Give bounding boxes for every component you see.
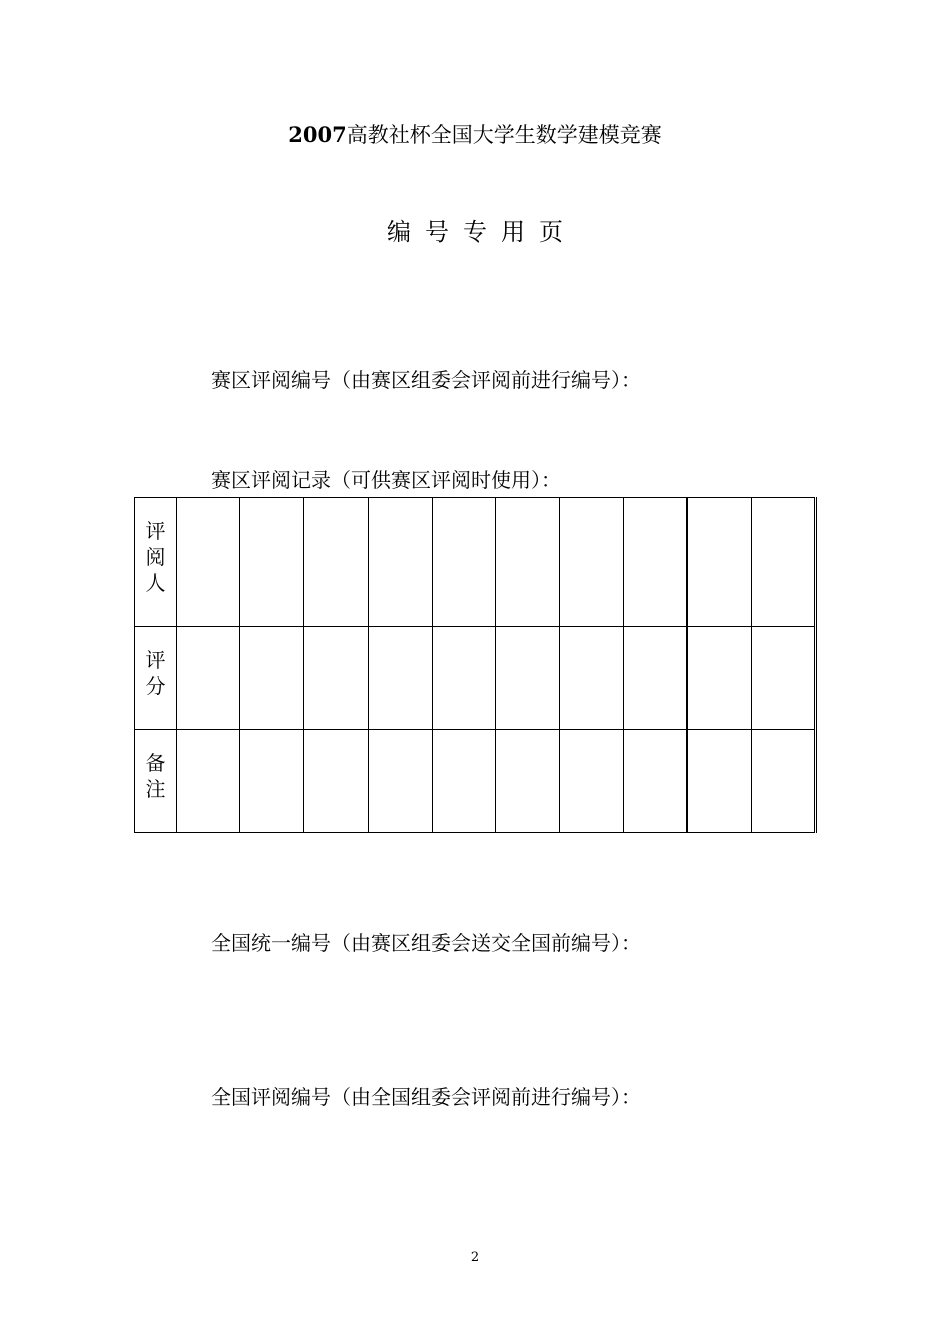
table-cell[interactable] [177, 498, 240, 627]
table-cell[interactable] [751, 627, 815, 730]
table-cell[interactable] [560, 498, 624, 627]
document-title [0, 120, 950, 150]
page-subtitle: 编号专用页 [387, 218, 577, 246]
table-cell[interactable] [240, 627, 304, 730]
table-cell[interactable] [368, 627, 432, 730]
regional-review-number-label: 赛区评阅编号（由赛区组委会评阅前进行编号）： [211, 368, 641, 392]
table-cell[interactable] [560, 730, 624, 833]
regional-review-record-label: 赛区评阅记录（可供赛区评阅时使用）： [211, 468, 561, 492]
table-cell[interactable] [687, 730, 751, 833]
table-cell[interactable] [177, 627, 240, 730]
national-unified-number-label: 全国统一编号（由赛区组委会送交全国前编号）： [211, 931, 641, 955]
table-cell[interactable] [240, 730, 304, 833]
table-cell[interactable] [624, 498, 687, 627]
table-cell[interactable] [687, 498, 751, 627]
title-year: 2007 [288, 122, 347, 147]
table-cell[interactable] [751, 730, 815, 833]
page-number: 2 [470, 1250, 480, 1265]
table-cell[interactable] [304, 627, 368, 730]
table-cell[interactable] [751, 498, 815, 627]
table-cell[interactable] [240, 498, 304, 627]
table-cell[interactable] [496, 730, 560, 833]
table-cell[interactable] [432, 627, 495, 730]
table-row-score [135, 627, 816, 730]
title-text: 高教社杯全国大学生数学建模竞赛 [346, 123, 662, 147]
table-cell[interactable] [560, 627, 624, 730]
table-cell[interactable] [177, 730, 240, 833]
table-cell[interactable] [368, 498, 432, 627]
table-cell[interactable] [624, 730, 687, 833]
table-cell[interactable] [624, 627, 687, 730]
review-record-table [134, 497, 817, 833]
national-review-number-label: 全国评阅编号（由全国组委会评阅前进行编号）： [211, 1085, 641, 1109]
table-cell[interactable] [496, 498, 560, 627]
table-cell[interactable] [432, 498, 495, 627]
table-cell[interactable] [368, 730, 432, 833]
table-cell[interactable] [687, 627, 751, 730]
table-cell[interactable] [432, 730, 495, 833]
table-cell[interactable] [304, 498, 368, 627]
table-row-reviewer [135, 498, 816, 627]
row-label-remarks: 备 注 [135, 730, 177, 833]
table-row-remarks [135, 730, 816, 833]
row-label-score: 评 分 [135, 627, 177, 730]
table-cell[interactable] [496, 627, 560, 730]
row-label-reviewer: 评 阅 人 [135, 498, 177, 627]
table-cell[interactable] [304, 730, 368, 833]
